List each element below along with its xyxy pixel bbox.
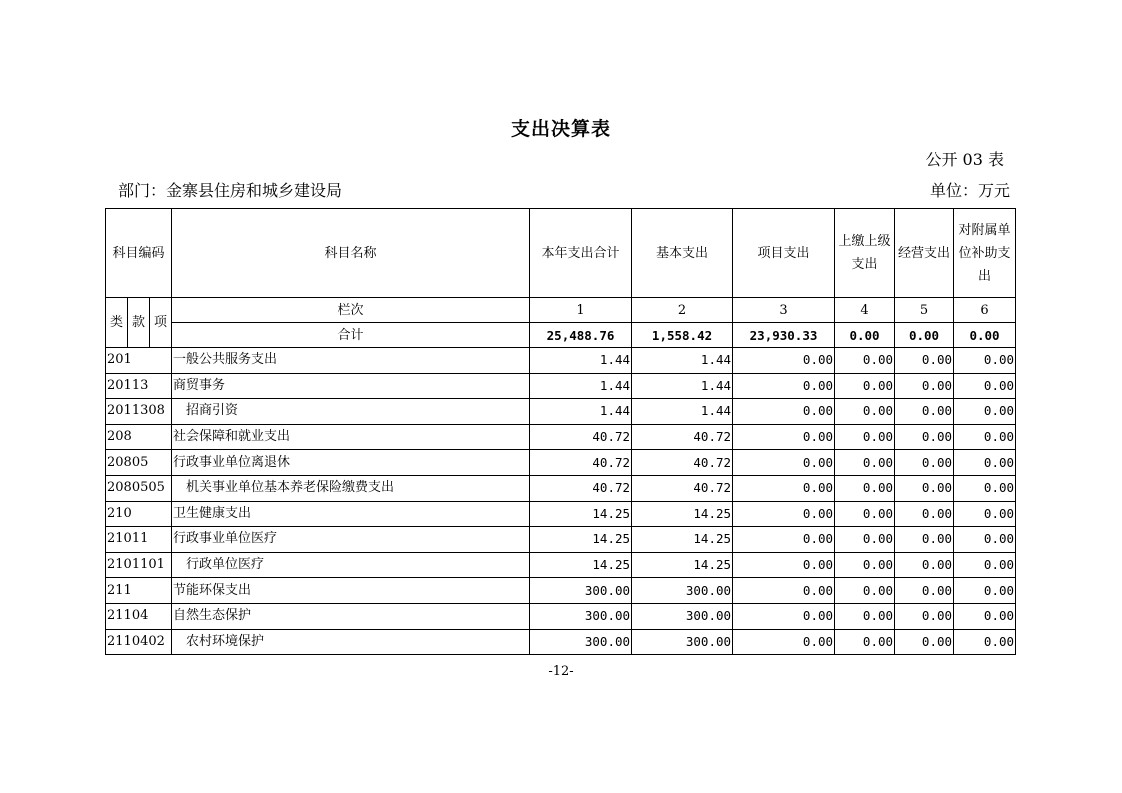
row-basic: 14.25 [632, 527, 733, 553]
row-project: 0.00 [733, 450, 835, 476]
row-name: 农村环境保护 [172, 629, 530, 655]
header-business: 经营支出 [895, 209, 954, 298]
header-subject-name: 科目名称 [172, 209, 530, 298]
row-subsidy: 0.00 [954, 501, 1016, 527]
form-number: 公开 03 表 [925, 150, 1004, 169]
row-basic: 40.72 [632, 450, 733, 476]
header-lei: 类 [106, 298, 128, 348]
row-business: 0.00 [895, 475, 954, 501]
row-total: 14.25 [530, 552, 632, 578]
total-subsidy: 0.00 [954, 323, 1016, 348]
row-code: 211 [106, 578, 172, 604]
row-basic: 300.00 [632, 578, 733, 604]
row-project: 0.00 [733, 475, 835, 501]
header-basic: 基本支出 [632, 209, 733, 298]
row-business: 0.00 [895, 578, 954, 604]
row-code: 20805 [106, 450, 172, 476]
total-upper: 0.00 [835, 323, 895, 348]
department-label: 部门：金寨县住房和城乡建设局 [118, 181, 343, 200]
total-business: 0.00 [895, 323, 954, 348]
row-subsidy: 0.00 [954, 527, 1016, 553]
expenditure-table [105, 208, 1016, 655]
row-code: 208 [106, 424, 172, 450]
row-total: 1.44 [530, 348, 632, 374]
col-index-5: 5 [895, 298, 954, 323]
row-basic: 40.72 [632, 475, 733, 501]
row-business: 0.00 [895, 527, 954, 553]
row-basic: 1.44 [632, 399, 733, 425]
col-index-4: 4 [835, 298, 895, 323]
row-upper: 0.00 [835, 629, 895, 655]
row-project: 0.00 [733, 629, 835, 655]
row-code: 21104 [106, 603, 172, 629]
row-subsidy: 0.00 [954, 578, 1016, 604]
row-basic: 14.25 [632, 552, 733, 578]
total-label: 合计 [172, 323, 530, 348]
row-upper: 0.00 [835, 450, 895, 476]
row-project: 0.00 [733, 373, 835, 399]
page-number: -12- [548, 664, 574, 679]
row-code: 2011308 [106, 399, 172, 425]
col-index-1: 1 [530, 298, 632, 323]
row-business: 0.00 [895, 424, 954, 450]
row-total: 14.25 [530, 501, 632, 527]
row-subsidy: 0.00 [954, 629, 1016, 655]
table-row [106, 373, 1016, 399]
row-code: 2101101 [106, 552, 172, 578]
table-row [106, 552, 1016, 578]
row-code: 21011 [106, 527, 172, 553]
row-subsidy: 0.00 [954, 603, 1016, 629]
table-row [106, 603, 1016, 629]
row-upper: 0.00 [835, 552, 895, 578]
header-xiang: 项 [150, 298, 172, 348]
row-upper: 0.00 [835, 424, 895, 450]
header-kuan: 款 [128, 298, 150, 348]
row-business: 0.00 [895, 552, 954, 578]
row-business: 0.00 [895, 629, 954, 655]
header-upper: 上缴上级支出 [835, 209, 895, 298]
row-project: 0.00 [733, 603, 835, 629]
row-basic: 14.25 [632, 501, 733, 527]
col-index-3: 3 [733, 298, 835, 323]
row-name: 卫生健康支出 [172, 501, 530, 527]
row-total: 300.00 [530, 629, 632, 655]
row-business: 0.00 [895, 399, 954, 425]
row-upper: 0.00 [835, 578, 895, 604]
row-subsidy: 0.00 [954, 348, 1016, 374]
row-total: 40.72 [530, 475, 632, 501]
row-name: 商贸事务 [172, 373, 530, 399]
total-row [106, 323, 1016, 348]
row-business: 0.00 [895, 603, 954, 629]
total-value: 25,488.76 [530, 323, 632, 348]
row-project: 0.00 [733, 348, 835, 374]
row-total: 300.00 [530, 603, 632, 629]
row-basic: 300.00 [632, 603, 733, 629]
table-row [106, 450, 1016, 476]
row-subsidy: 0.00 [954, 424, 1016, 450]
row-subsidy: 0.00 [954, 450, 1016, 476]
row-name: 行政事业单位医疗 [172, 527, 530, 553]
column-index-row [106, 298, 1016, 323]
row-total: 1.44 [530, 373, 632, 399]
row-upper: 0.00 [835, 501, 895, 527]
row-basic: 1.44 [632, 373, 733, 399]
header-row [106, 209, 1016, 298]
row-business: 0.00 [895, 501, 954, 527]
row-basic: 40.72 [632, 424, 733, 450]
row-project: 0.00 [733, 399, 835, 425]
row-subsidy: 0.00 [954, 373, 1016, 399]
row-name: 节能环保支出 [172, 578, 530, 604]
row-name: 一般公共服务支出 [172, 348, 530, 374]
row-name: 行政单位医疗 [172, 552, 530, 578]
page-title: 支出决算表 [510, 118, 611, 140]
table-row [106, 501, 1016, 527]
table-row [106, 527, 1016, 553]
table-row [106, 475, 1016, 501]
col-index-2: 2 [632, 298, 733, 323]
row-upper: 0.00 [835, 475, 895, 501]
row-subsidy: 0.00 [954, 399, 1016, 425]
col-index-6: 6 [954, 298, 1016, 323]
row-name: 机关事业单位基本养老保险缴费支出 [172, 475, 530, 501]
row-total: 1.44 [530, 399, 632, 425]
header-project: 项目支出 [733, 209, 835, 298]
row-project: 0.00 [733, 552, 835, 578]
row-total: 300.00 [530, 578, 632, 604]
row-code: 210 [106, 501, 172, 527]
row-name: 招商引资 [172, 399, 530, 425]
total-basic: 1,558.42 [632, 323, 733, 348]
row-subsidy: 0.00 [954, 552, 1016, 578]
row-total: 40.72 [530, 450, 632, 476]
row-basic: 300.00 [632, 629, 733, 655]
row-name: 自然生态保护 [172, 603, 530, 629]
row-upper: 0.00 [835, 603, 895, 629]
row-project: 0.00 [733, 578, 835, 604]
table-row [106, 399, 1016, 425]
row-subsidy: 0.00 [954, 475, 1016, 501]
row-business: 0.00 [895, 450, 954, 476]
row-total: 14.25 [530, 527, 632, 553]
table-row [106, 629, 1016, 655]
row-code: 201 [106, 348, 172, 374]
header-subsidy: 对附属单位补助支出 [954, 209, 1016, 298]
row-project: 0.00 [733, 527, 835, 553]
row-project: 0.00 [733, 501, 835, 527]
row-upper: 0.00 [835, 348, 895, 374]
row-name: 社会保障和就业支出 [172, 424, 530, 450]
table-row [106, 578, 1016, 604]
row-upper: 0.00 [835, 399, 895, 425]
row-business: 0.00 [895, 348, 954, 374]
row-total: 40.72 [530, 424, 632, 450]
header-total: 本年支出合计 [530, 209, 632, 298]
row-code: 20113 [106, 373, 172, 399]
row-upper: 0.00 [835, 373, 895, 399]
header-subject-code: 科目编码 [106, 209, 172, 298]
row-name: 行政事业单位离退休 [172, 450, 530, 476]
table-row [106, 424, 1016, 450]
row-project: 0.00 [733, 424, 835, 450]
row-code: 2080505 [106, 475, 172, 501]
table-row [106, 348, 1016, 374]
row-upper: 0.00 [835, 527, 895, 553]
unit-label: 单位：万元 [929, 181, 1010, 200]
row-code: 2110402 [106, 629, 172, 655]
header-lanci: 栏次 [172, 298, 530, 323]
total-project: 23,930.33 [733, 323, 835, 348]
row-business: 0.00 [895, 373, 954, 399]
row-basic: 1.44 [632, 348, 733, 374]
